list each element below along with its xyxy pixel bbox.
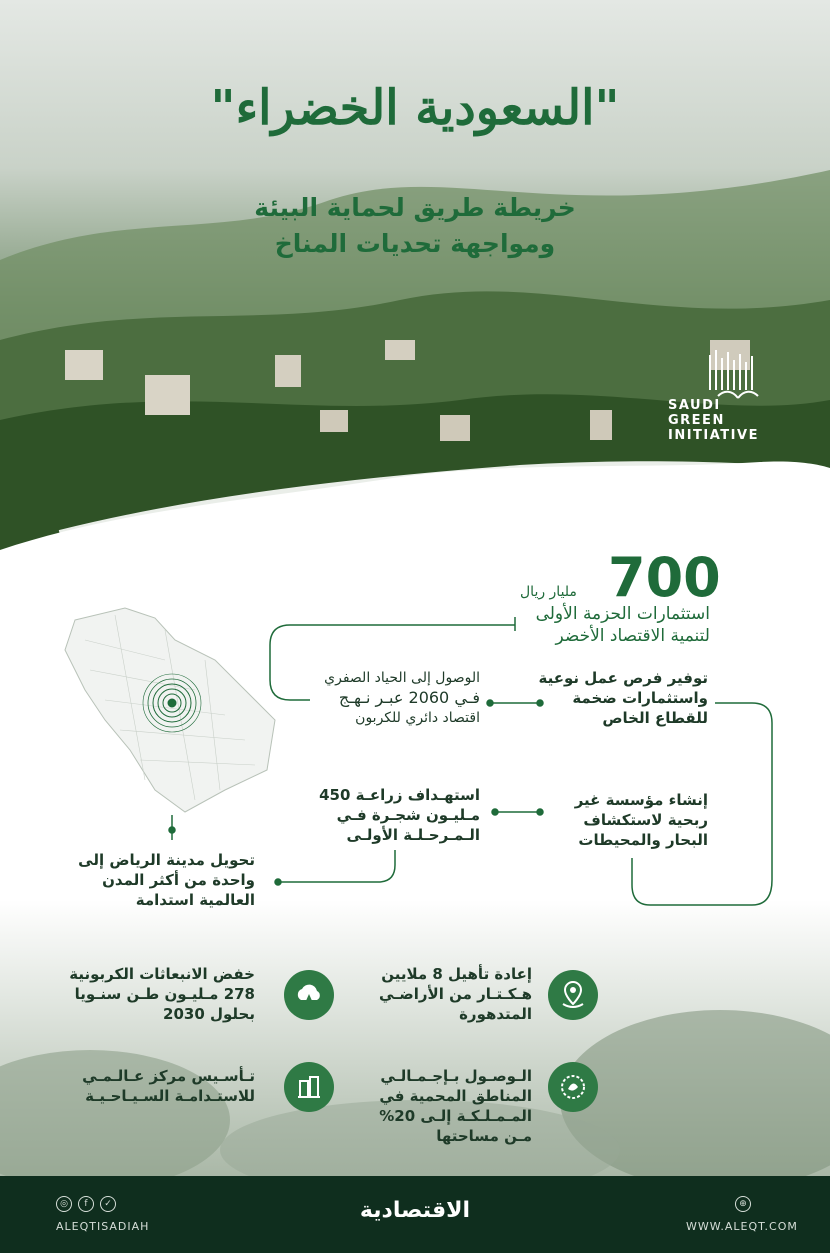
logo-text-line: GREEN [668,413,725,428]
item-line: 278 مـليـون طـن سنـويا [74,985,255,1003]
item-line: اقتصاد دائري للكربون [355,710,480,726]
item-line: إنشاء مؤسسة غير [574,791,708,809]
brand-logo: الاقتصادية [359,1198,471,1223]
leaf-icon [558,1072,588,1102]
item-line: تـأسـيس مركز عـالـمـي [82,1067,255,1085]
subtitle-line: خريطة طريق لحماية البيئة [254,193,576,222]
pin-icon [560,980,586,1010]
subtitle-line: ومواجهة تحديات المناخ [274,229,556,258]
logo-text [668,398,759,443]
item-line: مـليـون شجـرة فـي [336,806,480,824]
protected-areas-item [352,1066,532,1146]
nature-protection-icon [548,1062,598,1112]
item-line: هـكـتـار من الأراضـي [378,985,532,1003]
saudi-arabia-map [45,600,285,815]
item-line: ربحية لاستكشاف [583,811,708,829]
stat-line: استثمارات الحزمة الأولى [535,604,710,624]
stat-line: لتنمية الاقتصاد الأخضر [555,626,710,646]
riyadh-item [35,850,255,910]
item-line: مـن مساحتها [436,1127,532,1145]
item-line: للاستـدامـة السـيـاحـيـة [85,1087,255,1105]
social-handle[interactable]: ALEQTISADIAH [56,1220,150,1233]
item-line: توفير فرص عمل نوعية [538,669,708,687]
item-line: المناطق المحمية في [379,1087,532,1105]
facebook-icon[interactable]: f [78,1196,94,1212]
map-pin-icon [548,970,598,1020]
item-line: الوصول إلى الحياد الصفري [324,670,480,686]
logo-text-line: SAUDI [668,398,721,413]
item-line: الـمـرحـلـة الأولـى [346,826,480,844]
emissions-item [35,964,255,1024]
stat-number: 700 [608,546,721,609]
jobs-item [508,668,708,728]
item-line: للقطاع الخاص [602,709,708,727]
item-line: فـي 2060 عبـر نـهـج [338,688,480,707]
logo-text-line: INITIATIVE [668,428,759,443]
item-line: خفض الانبعاثات الكربونية [69,965,255,983]
foundation-item [508,790,708,850]
item-line: واحدة من أكثر المدن [102,871,255,889]
instagram-icon[interactable]: ◎ [56,1196,72,1212]
item-line: واستثمارات ضخمة [572,689,708,707]
page-title: "السعودية الخضراء" [210,80,620,136]
item-line: البحار والمحيطات [578,831,708,849]
item-line: إعادة تأهيل 8 ملايين [381,965,532,983]
tourism-item [35,1066,255,1106]
carbon-neutral-item [280,668,480,728]
twitter-icon[interactable]: ✓ [100,1196,116,1212]
stat-unit: مليار ريال [520,584,577,600]
cloud-icon [294,982,324,1008]
globe-icon[interactable]: ⊕ [735,1196,751,1212]
item-line: تحويل مدينة الرياض إلى [78,851,255,869]
item-line: الـوصـول بـإجـمـالـي [380,1067,532,1085]
item-line: المتدهورة [459,1005,532,1023]
item-line: العالمية استدامة [135,891,255,909]
stat-description [450,603,710,647]
building-icon [284,1062,334,1112]
website-link[interactable]: WWW.ALEQT.COM [686,1220,798,1233]
trees-item [290,785,480,845]
item-line: المـمـلـكـة إلـى 20% [379,1107,532,1125]
item-line: بحلول 2030 [163,1005,255,1023]
cloud-emissions-icon [284,970,334,1020]
page-subtitle [0,190,830,262]
buildings-icon [295,1073,323,1101]
land-item [352,964,532,1024]
item-line: استهـداف زراعـة 450 [319,786,480,804]
